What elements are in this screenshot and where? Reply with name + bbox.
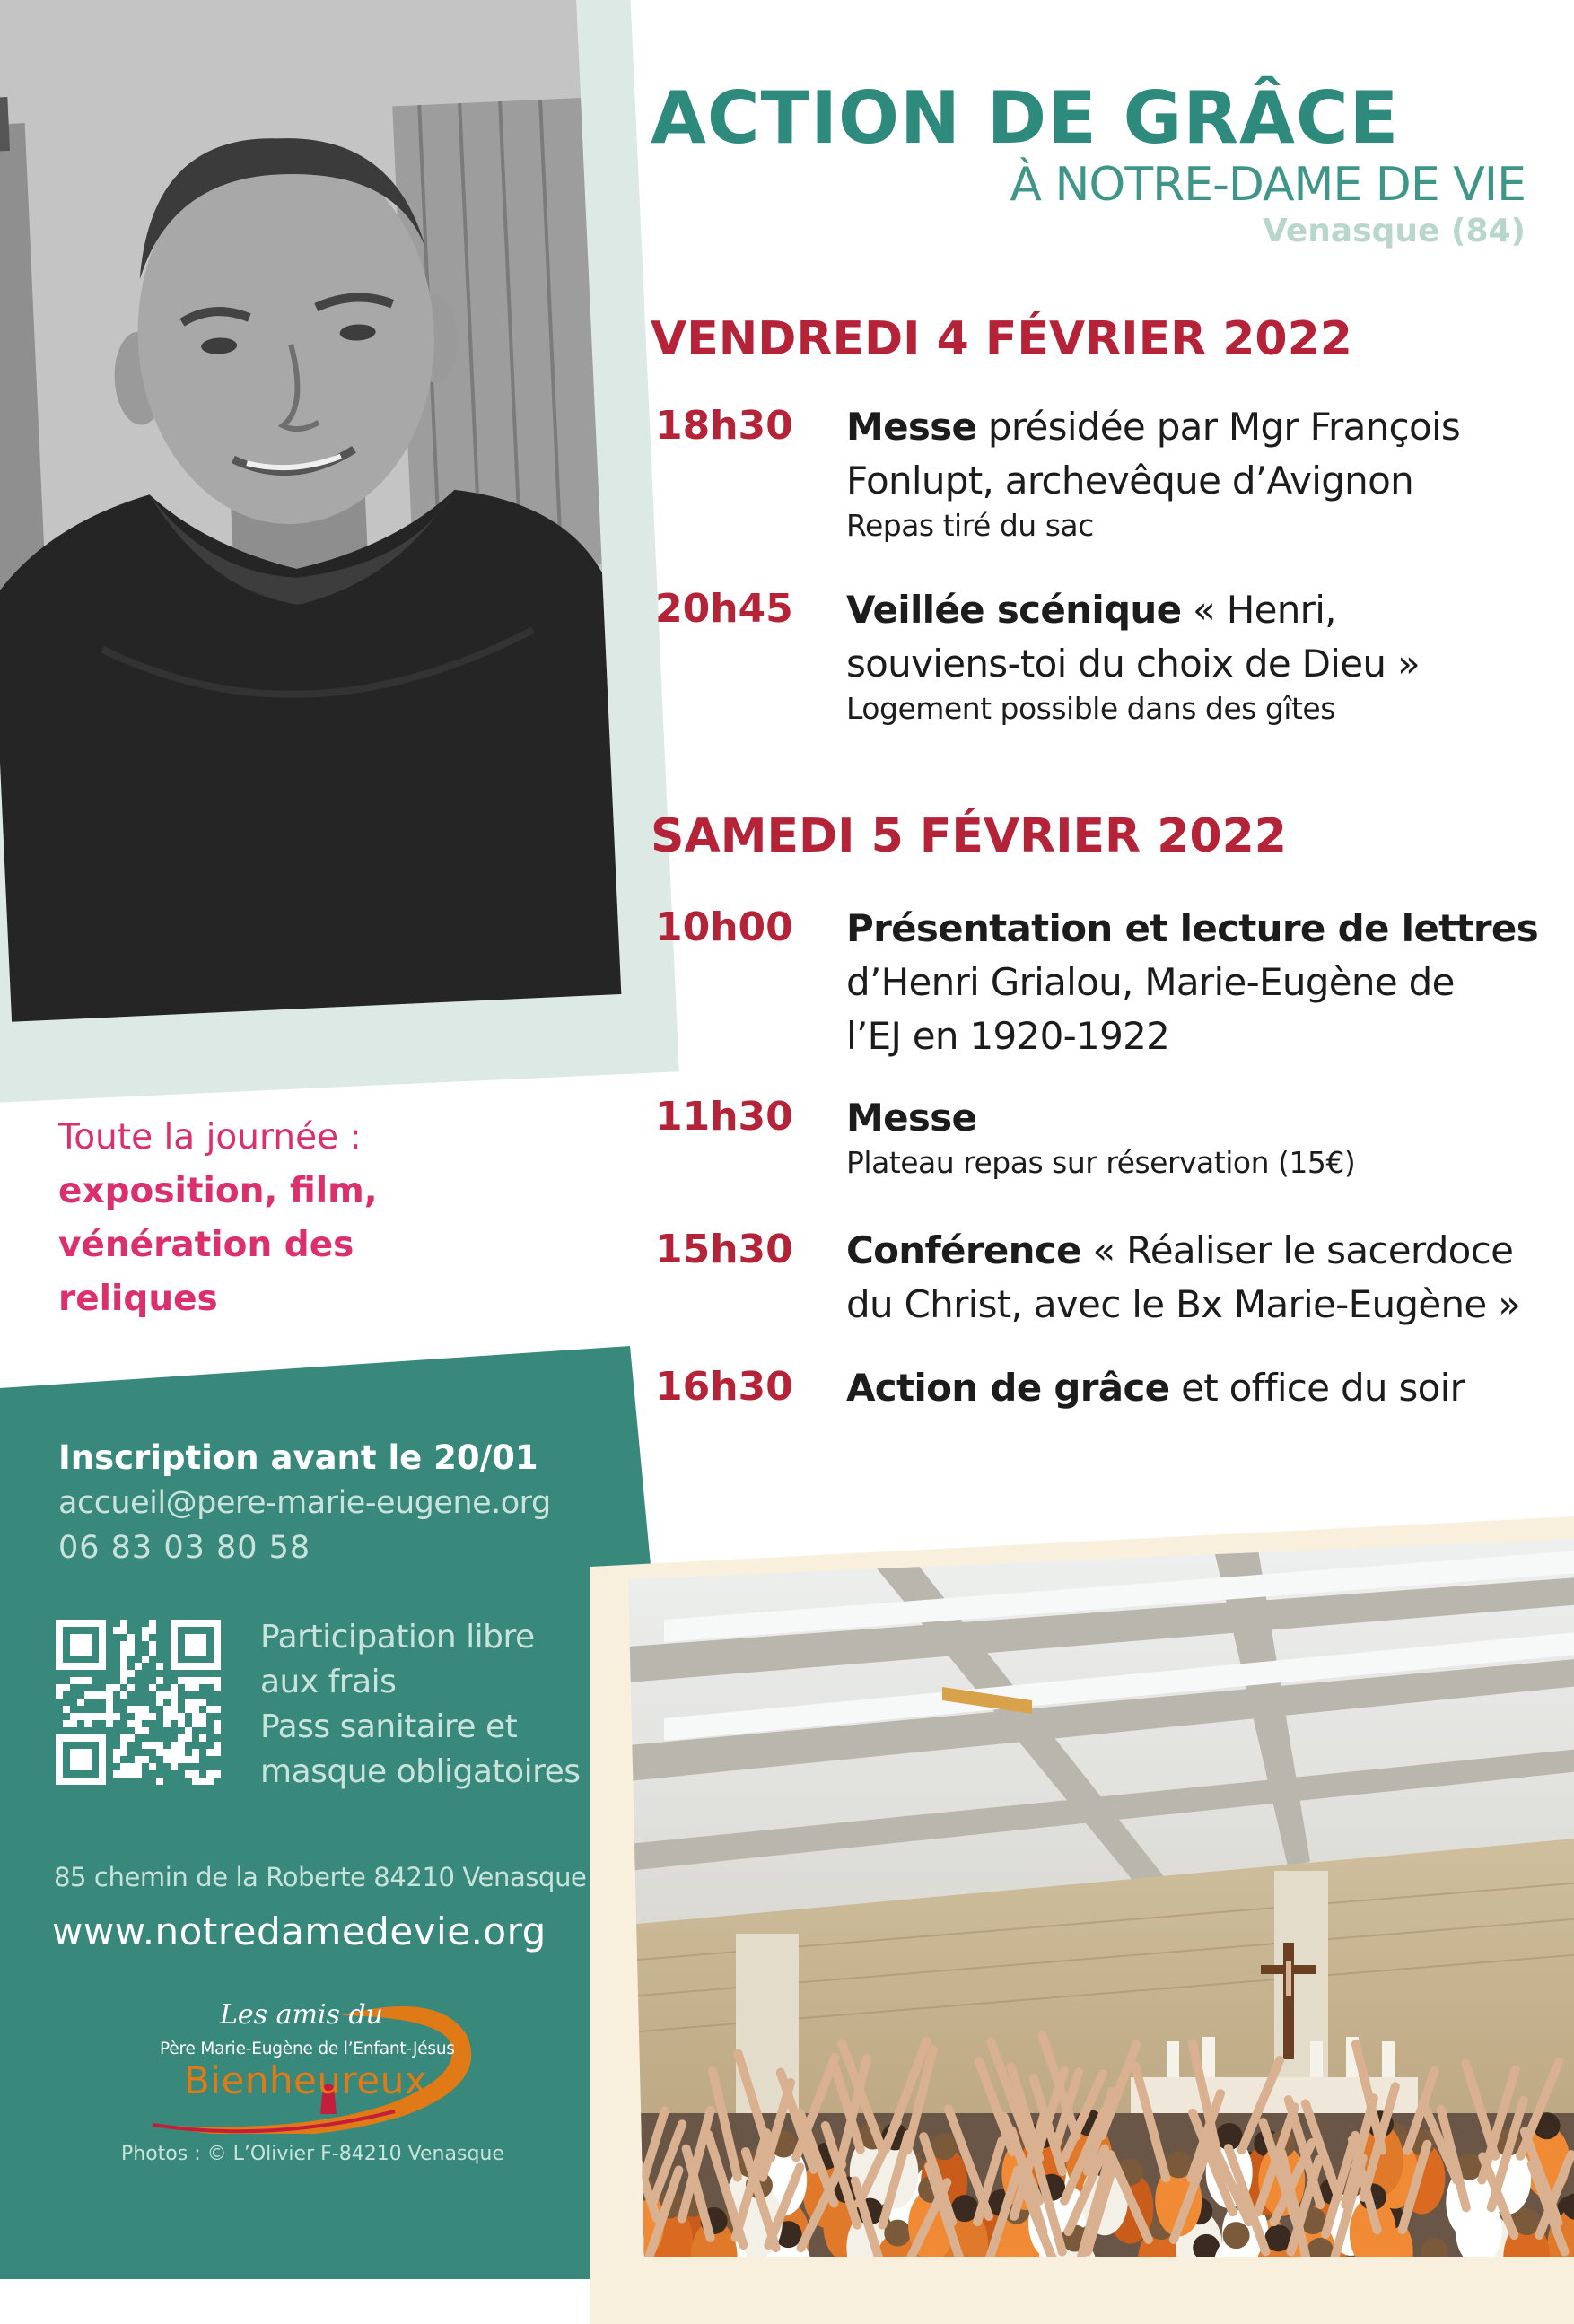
event-time: 11h30 (655, 1091, 835, 1142)
qr-code-icon[interactable] (56, 1620, 221, 1785)
info-line: aux frais (260, 1660, 396, 1705)
day-heading-saturday: SAMEDI 5 FÉVRIER 2022 (651, 813, 1548, 860)
event-description (846, 583, 1555, 727)
event-row (655, 1224, 1552, 1336)
event-text: d’Henri Grialou, Marie-Eugène de (846, 956, 1555, 1009)
all-day-items (58, 1165, 561, 1326)
all-day-label: Toute la journée : (58, 1111, 561, 1165)
day-heading-friday: VENDREDI 4 FÉVRIER 2022 (651, 316, 1548, 363)
info-line: Participation libre (260, 1615, 535, 1660)
logo-small-text: Père Marie-Eugène de l’Enfant-Jésus (160, 2040, 501, 2058)
event-text: « Henri, (1181, 588, 1335, 632)
event-row (655, 583, 1552, 736)
event-description (846, 400, 1555, 544)
contact-phone: 06 83 03 80 58 (58, 1530, 310, 1566)
event-text: présidée par Mgr François (976, 405, 1460, 449)
all-day-item-line: vénération des (58, 1219, 561, 1272)
page-title: ACTION DE GRÂCE (651, 83, 1530, 154)
registration-title: Inscription avant le 20/01 (58, 1438, 538, 1477)
event-row (655, 400, 1552, 553)
event-description (846, 1091, 1555, 1181)
event-time: 15h30 (655, 1224, 835, 1275)
info-line: masque obligatoires (260, 1750, 581, 1795)
all-day-item-line: exposition, film, (58, 1165, 561, 1219)
event-time: 10h00 (655, 902, 835, 953)
event-row (655, 1361, 1552, 1417)
info-line: Pass sanitaire et (260, 1705, 517, 1750)
church-photo (628, 1539, 1574, 2257)
event-description (846, 902, 1555, 1063)
event-note: Repas tiré du sac (846, 508, 1555, 544)
address: 85 chemin de la Roberte 84210 Venasque (54, 1862, 587, 1892)
event-text: « Réaliser le sacerdoce (1081, 1228, 1513, 1272)
event-note: Logement possible dans des gîtes (846, 691, 1555, 727)
all-day-item-line: reliques (58, 1272, 561, 1326)
event-title: Messe (846, 1096, 976, 1140)
event-title: Messe (846, 405, 976, 449)
event-time: 18h30 (655, 400, 835, 451)
event-title: Action de grâce (846, 1366, 1169, 1410)
event-text: souviens-toi du choix de Dieu » (846, 637, 1555, 691)
contact-email-link[interactable]: accueil@pere-marie-eugene.org (58, 1485, 551, 1521)
event-time: 20h45 (655, 583, 835, 634)
event-time: 16h30 (655, 1361, 835, 1412)
association-logo (135, 1999, 512, 2134)
event-description (846, 1361, 1555, 1415)
website-link[interactable]: www.notredamedevie.org (52, 1909, 547, 1953)
event-title: Conférence (846, 1228, 1081, 1272)
event-row (655, 1091, 1552, 1190)
photo-credit: Photos : © L’Olivier F-84210 Venasque (121, 2143, 504, 2165)
portrait-photo (0, 0, 621, 1022)
event-row (655, 902, 1552, 1068)
event-title: Présentation et lecture de lettres (846, 906, 1538, 950)
event-text: Fonlupt, archevêque d’Avignon (846, 454, 1555, 508)
page-subtitle: À NOTRE-DAME DE VIE (651, 162, 1526, 208)
location-label: Venasque (84) (651, 215, 1526, 248)
logo-script-text: Les amis du (220, 1999, 399, 2031)
event-text: et office du soir (1169, 1366, 1465, 1410)
event-description (846, 1224, 1555, 1332)
logo-big-text: Bienheureux (184, 2058, 427, 2102)
event-note: Plateau repas sur réservation (15€) (846, 1145, 1555, 1181)
event-text: l’EJ en 1920-1922 (846, 1009, 1555, 1063)
event-title: Veillée scénique (846, 588, 1181, 632)
event-text: du Christ, avec le Bx Marie-Eugène » (846, 1278, 1555, 1332)
